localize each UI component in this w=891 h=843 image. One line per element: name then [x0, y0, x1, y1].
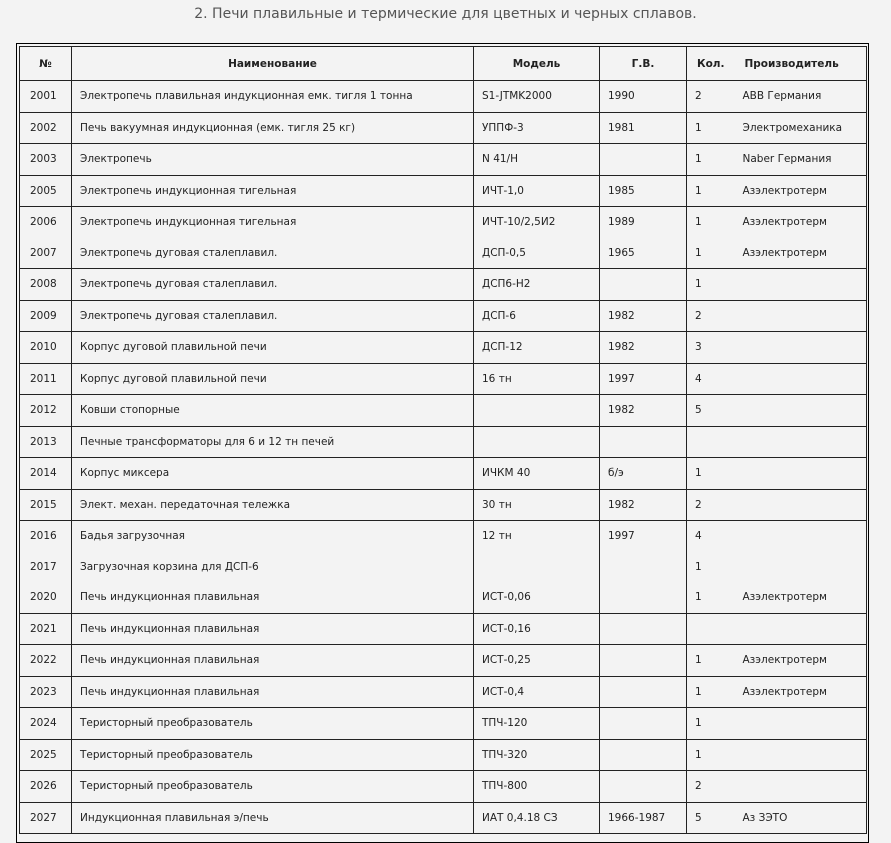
cell-model: 12 тн [474, 521, 600, 552]
cell-num: 2014 [20, 458, 72, 490]
cell-name: Теристорный преобразователь [72, 739, 474, 771]
table-row [20, 552, 867, 583]
cell-year: 1982 [600, 332, 687, 364]
cell-qty: 2 [687, 489, 735, 521]
table-row [20, 395, 867, 427]
cell-manufacturer: Азэлектротерм [735, 207, 867, 238]
cell-qty: 4 [687, 363, 735, 395]
cell-name: Электропечь дуговая сталеплавил. [72, 300, 474, 332]
cell-year: 1997 [600, 363, 687, 395]
cell-name: Корпус дуговой плавильной печи [72, 332, 474, 364]
table-row [20, 645, 867, 677]
table-row [20, 489, 867, 521]
table-row [20, 771, 867, 803]
cell-name: Печь индукционная плавильная [72, 676, 474, 708]
cell-model: ДСП-0,5 [474, 238, 600, 269]
cell-manufacturer [735, 489, 867, 521]
cell-name: Электропечь индукционная тигельная [72, 175, 474, 207]
cell-num: 2027 [20, 802, 72, 834]
cell-year: 1982 [600, 395, 687, 427]
table-row [20, 521, 867, 552]
cell-num: 2025 [20, 739, 72, 771]
cell-model: ТПЧ-320 [474, 739, 600, 771]
cell-qty: 3 [687, 332, 735, 364]
table-row [20, 175, 867, 207]
cell-manufacturer [735, 739, 867, 771]
cell-year [600, 582, 687, 613]
cell-manufacturer [735, 708, 867, 740]
cell-model: ДСП-12 [474, 332, 600, 364]
cell-manufacturer [735, 521, 867, 552]
cell-manufacturer [735, 458, 867, 490]
cell-model [474, 395, 600, 427]
cell-manufacturer [735, 300, 867, 332]
cell-num: 2006 [20, 207, 72, 238]
table-row [20, 582, 867, 613]
cell-num: 2007 [20, 238, 72, 269]
cell-num: 2022 [20, 645, 72, 677]
cell-name: Корпус миксера [72, 458, 474, 490]
cell-model: 30 тн [474, 489, 600, 521]
table-row [20, 332, 867, 364]
cell-num: 2015 [20, 489, 72, 521]
cell-manufacturer [735, 771, 867, 803]
cell-manufacturer: Азэлектротерм [735, 676, 867, 708]
table-row [20, 676, 867, 708]
cell-year: 1966-1987 [600, 802, 687, 834]
cell-year: 1982 [600, 300, 687, 332]
cell-manufacturer [735, 613, 867, 645]
cell-year: 1981 [600, 112, 687, 144]
cell-year [600, 708, 687, 740]
cell-qty: 1 [687, 582, 735, 613]
table-row [20, 426, 867, 458]
cell-qty: 5 [687, 802, 735, 834]
cell-qty: 5 [687, 395, 735, 427]
cell-qty: 2 [687, 771, 735, 803]
cell-year [600, 771, 687, 803]
cell-model: ИСТ-0,25 [474, 645, 600, 677]
cell-qty: 1 [687, 552, 735, 583]
cell-name: Печь индукционная плавильная [72, 582, 474, 613]
table-header-row [20, 47, 867, 81]
cell-num: 2013 [20, 426, 72, 458]
cell-year [600, 676, 687, 708]
cell-model [474, 426, 600, 458]
table-row [20, 300, 867, 332]
cell-model: ИЧТ-1,0 [474, 175, 600, 207]
cell-model: ИСТ-0,4 [474, 676, 600, 708]
cell-num: 2021 [20, 613, 72, 645]
cell-year [600, 144, 687, 176]
equipment-table [19, 46, 867, 834]
cell-manufacturer: Азэлектротерм [735, 238, 867, 269]
cell-qty: 1 [687, 458, 735, 490]
cell-year: 1982 [600, 489, 687, 521]
cell-model: S1-JTMK2000 [474, 81, 600, 113]
table-body [20, 81, 867, 834]
cell-manufacturer: Электромеханика [735, 112, 867, 144]
cell-year [600, 645, 687, 677]
cell-manufacturer: Аз ЗЭТО [735, 802, 867, 834]
table-row [20, 81, 867, 113]
table-row [20, 613, 867, 645]
cell-num: 2009 [20, 300, 72, 332]
table-row [20, 207, 867, 238]
cell-manufacturer [735, 552, 867, 583]
cell-name: Печь индукционная плавильная [72, 613, 474, 645]
cell-qty: 1 [687, 269, 735, 301]
cell-name: Элект. механ. передаточная тележка [72, 489, 474, 521]
cell-num: 2008 [20, 269, 72, 301]
cell-manufacturer [735, 426, 867, 458]
cell-model: ИСТ-0,06 [474, 582, 600, 613]
cell-manufacturer [735, 332, 867, 364]
cell-year: 1990 [600, 81, 687, 113]
cell-num: 2005 [20, 175, 72, 207]
cell-qty: 1 [687, 144, 735, 176]
cell-manufacturer: Азэлектротерм [735, 582, 867, 613]
cell-manufacturer [735, 395, 867, 427]
cell-year: б/э [600, 458, 687, 490]
cell-model: ИСТ-0,16 [474, 613, 600, 645]
cell-qty: 1 [687, 207, 735, 238]
cell-model: ИАТ 0,4.18 СЗ [474, 802, 600, 834]
cell-year: 1985 [600, 175, 687, 207]
header-name: Наименование [72, 47, 474, 81]
cell-qty: 2 [687, 81, 735, 113]
page-title: 2. Печи плавильные и термические для цветных и черных сплавов. [194, 6, 697, 22]
cell-name: Корпус дуговой плавильной печи [72, 363, 474, 395]
cell-name: Печь индукционная плавильная [72, 645, 474, 677]
cell-year [600, 613, 687, 645]
cell-qty: 1 [687, 676, 735, 708]
cell-num: 2024 [20, 708, 72, 740]
cell-qty: 1 [687, 175, 735, 207]
cell-manufacturer [735, 269, 867, 301]
cell-model: N 41/H [474, 144, 600, 176]
cell-model: ИЧКМ 40 [474, 458, 600, 490]
cell-year [600, 552, 687, 583]
cell-num: 2002 [20, 112, 72, 144]
cell-year: 1989 [600, 207, 687, 238]
cell-model: ТПЧ-120 [474, 708, 600, 740]
cell-year [600, 269, 687, 301]
cell-name: Печные трансформаторы для 6 и 12 тн печей [72, 426, 474, 458]
table-row [20, 112, 867, 144]
cell-num: 2011 [20, 363, 72, 395]
cell-manufacturer [735, 363, 867, 395]
cell-name: Бадья загрузочная [72, 521, 474, 552]
cell-num: 2003 [20, 144, 72, 176]
cell-num: 2017 [20, 552, 72, 583]
cell-name: Индукционная плавильная э/печь [72, 802, 474, 834]
cell-qty: 1 [687, 645, 735, 677]
cell-model: ИЧТ-10/2,5И2 [474, 207, 600, 238]
cell-name: Электропечь индукционная тигельная [72, 207, 474, 238]
header-num: № [20, 47, 72, 81]
cell-name: Теристорный преобразователь [72, 771, 474, 803]
cell-manufacturer: Азэлектротерм [735, 645, 867, 677]
header-model: Модель [474, 47, 600, 81]
cell-num: 2012 [20, 395, 72, 427]
cell-qty: 1 [687, 238, 735, 269]
cell-qty: 4 [687, 521, 735, 552]
cell-model: ДСП6-Н2 [474, 269, 600, 301]
cell-manufacturer: ABB Германия [735, 81, 867, 113]
cell-num: 2026 [20, 771, 72, 803]
table-row [20, 458, 867, 490]
cell-year [600, 426, 687, 458]
cell-num: 2016 [20, 521, 72, 552]
table-row [20, 739, 867, 771]
header-manufacturer: Производитель [735, 47, 867, 81]
cell-name: Электропечь дуговая сталеплавил. [72, 238, 474, 269]
table-row [20, 802, 867, 834]
header-year: Г.В. [600, 47, 687, 81]
cell-name: Ковши стопорные [72, 395, 474, 427]
cell-qty [687, 426, 735, 458]
cell-manufacturer: Naber Германия [735, 144, 867, 176]
cell-qty: 1 [687, 739, 735, 771]
cell-name: Печь вакуумная индукционная (емк. тигля 25 кг) [72, 112, 474, 144]
cell-model: УППФ-3 [474, 112, 600, 144]
cell-qty: 1 [687, 708, 735, 740]
header-qty: Кол. [687, 47, 735, 81]
cell-model: ДСП-6 [474, 300, 600, 332]
cell-year: 1997 [600, 521, 687, 552]
cell-num: 2023 [20, 676, 72, 708]
cell-num: 2020 [20, 582, 72, 613]
table-row [20, 144, 867, 176]
cell-qty: 1 [687, 112, 735, 144]
table-row [20, 238, 867, 269]
cell-name: Электропечь плавильная индукционная емк. тигля 1 тонна [72, 81, 474, 113]
cell-name: Электропечь дуговая сталеплавил. [72, 269, 474, 301]
table-row [20, 708, 867, 740]
table-row [20, 363, 867, 395]
cell-num: 2001 [20, 81, 72, 113]
cell-model: ТПЧ-800 [474, 771, 600, 803]
cell-name: Загрузочная корзина для ДСП-6 [72, 552, 474, 583]
cell-qty: 2 [687, 300, 735, 332]
cell-manufacturer: Азэлектротерм [735, 175, 867, 207]
cell-num: 2010 [20, 332, 72, 364]
cell-model [474, 552, 600, 583]
cell-qty [687, 613, 735, 645]
equipment-table-frame [16, 43, 869, 843]
table-row [20, 269, 867, 301]
cell-year [600, 739, 687, 771]
cell-year: 1965 [600, 238, 687, 269]
cell-model: 16 тн [474, 363, 600, 395]
cell-name: Электропечь [72, 144, 474, 176]
cell-name: Теристорный преобразователь [72, 708, 474, 740]
